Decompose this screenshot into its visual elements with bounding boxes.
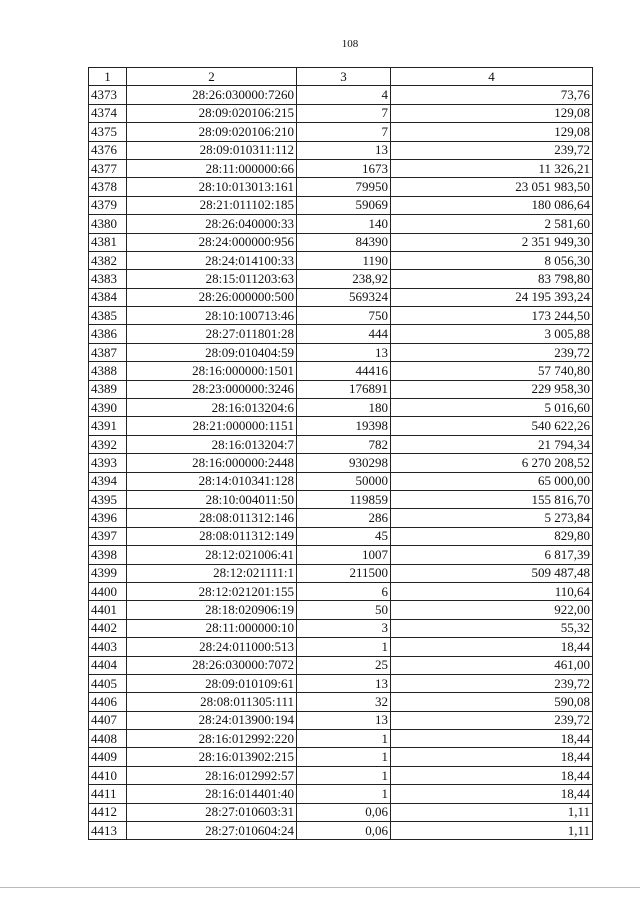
table-row bbox=[89, 564, 593, 582]
cadastral-number-cell: 28:12:021006:41 bbox=[127, 546, 297, 564]
cadastral-number-cell: 28:27:010604:24 bbox=[127, 822, 297, 840]
value-cell: 155 816,70 bbox=[391, 490, 593, 508]
cadastral-number-cell: 28:15:011203:63 bbox=[127, 270, 297, 288]
area-cell: 211500 bbox=[297, 564, 391, 582]
table-row bbox=[89, 803, 593, 821]
table-row bbox=[89, 417, 593, 435]
row-number-cell: 4393 bbox=[89, 454, 127, 472]
row-number-cell: 4406 bbox=[89, 693, 127, 711]
row-number-cell: 4381 bbox=[89, 233, 127, 251]
row-number-cell: 4400 bbox=[89, 582, 127, 600]
row-number-cell: 4401 bbox=[89, 601, 127, 619]
page-bottom-rule bbox=[0, 887, 640, 888]
area-cell: 1 bbox=[297, 766, 391, 784]
data-table bbox=[88, 67, 593, 840]
area-cell: 7 bbox=[297, 104, 391, 122]
value-cell: 509 487,48 bbox=[391, 564, 593, 582]
value-cell: 6 270 208,52 bbox=[391, 454, 593, 472]
row-number-cell: 4411 bbox=[89, 785, 127, 803]
table-body bbox=[89, 86, 593, 840]
cadastral-number-cell: 28:12:021201:155 bbox=[127, 582, 297, 600]
area-cell: 569324 bbox=[297, 288, 391, 306]
cadastral-number-cell: 28:21:011102:185 bbox=[127, 196, 297, 214]
table-row bbox=[89, 619, 593, 637]
area-cell: 140 bbox=[297, 215, 391, 233]
value-cell: 18,44 bbox=[391, 638, 593, 656]
cadastral-number-cell: 28:14:010341:128 bbox=[127, 472, 297, 490]
area-cell: 45 bbox=[297, 527, 391, 545]
value-cell: 540 622,26 bbox=[391, 417, 593, 435]
table-row bbox=[89, 674, 593, 692]
table-row bbox=[89, 748, 593, 766]
row-number-cell: 4389 bbox=[89, 380, 127, 398]
area-cell: 176891 bbox=[297, 380, 391, 398]
cadastral-number-cell: 28:27:011801:28 bbox=[127, 325, 297, 343]
value-cell: 21 794,34 bbox=[391, 435, 593, 453]
value-cell: 129,08 bbox=[391, 104, 593, 122]
table-header-row bbox=[89, 68, 593, 86]
value-cell: 18,44 bbox=[391, 748, 593, 766]
table-row bbox=[89, 196, 593, 214]
row-number-cell: 4399 bbox=[89, 564, 127, 582]
area-cell: 286 bbox=[297, 509, 391, 527]
row-number-cell: 4408 bbox=[89, 730, 127, 748]
area-cell: 13 bbox=[297, 141, 391, 159]
area-cell: 13 bbox=[297, 711, 391, 729]
column-header-1: 1 bbox=[89, 68, 127, 86]
value-cell: 1,11 bbox=[391, 803, 593, 821]
row-number-cell: 4373 bbox=[89, 86, 127, 104]
area-cell: 750 bbox=[297, 307, 391, 325]
area-cell: 1 bbox=[297, 785, 391, 803]
row-number-cell: 4397 bbox=[89, 527, 127, 545]
area-cell: 0,06 bbox=[297, 803, 391, 821]
table-row bbox=[89, 822, 593, 840]
area-cell: 50 bbox=[297, 601, 391, 619]
row-number-cell: 4404 bbox=[89, 656, 127, 674]
row-number-cell: 4375 bbox=[89, 123, 127, 141]
value-cell: 18,44 bbox=[391, 785, 593, 803]
value-cell: 18,44 bbox=[391, 730, 593, 748]
area-cell: 0,06 bbox=[297, 822, 391, 840]
value-cell: 23 051 983,50 bbox=[391, 178, 593, 196]
table-row bbox=[89, 638, 593, 656]
cadastral-number-cell: 28:10:013013:161 bbox=[127, 178, 297, 196]
value-cell: 2 351 949,30 bbox=[391, 233, 593, 251]
area-cell: 44416 bbox=[297, 362, 391, 380]
table-row bbox=[89, 104, 593, 122]
row-number-cell: 4395 bbox=[89, 490, 127, 508]
area-cell: 180 bbox=[297, 399, 391, 417]
cadastral-number-cell: 28:09:010311:112 bbox=[127, 141, 297, 159]
value-cell: 8 056,30 bbox=[391, 251, 593, 269]
row-number-cell: 4398 bbox=[89, 546, 127, 564]
area-cell: 238,92 bbox=[297, 270, 391, 288]
table-row bbox=[89, 251, 593, 269]
cadastral-number-cell: 28:16:000000:1501 bbox=[127, 362, 297, 380]
cadastral-number-cell: 28:24:014100:33 bbox=[127, 251, 297, 269]
area-cell: 3 bbox=[297, 619, 391, 637]
value-cell: 229 958,30 bbox=[391, 380, 593, 398]
table-row bbox=[89, 656, 593, 674]
value-cell: 57 740,80 bbox=[391, 362, 593, 380]
area-cell: 84390 bbox=[297, 233, 391, 251]
value-cell: 2 581,60 bbox=[391, 215, 593, 233]
table-row bbox=[89, 711, 593, 729]
row-number-cell: 4396 bbox=[89, 509, 127, 527]
row-number-cell: 4412 bbox=[89, 803, 127, 821]
column-header-2: 2 bbox=[127, 68, 297, 86]
area-cell: 13 bbox=[297, 343, 391, 361]
cadastral-number-cell: 28:08:011312:149 bbox=[127, 527, 297, 545]
area-cell: 1 bbox=[297, 730, 391, 748]
cadastral-number-cell: 28:16:012992:57 bbox=[127, 766, 297, 784]
row-number-cell: 4377 bbox=[89, 159, 127, 177]
table-row bbox=[89, 527, 593, 545]
cadastral-number-cell: 28:09:010109:61 bbox=[127, 674, 297, 692]
table-row bbox=[89, 141, 593, 159]
row-number-cell: 4374 bbox=[89, 104, 127, 122]
cadastral-number-cell: 28:16:000000:2448 bbox=[127, 454, 297, 472]
row-number-cell: 4407 bbox=[89, 711, 127, 729]
row-number-cell: 4410 bbox=[89, 766, 127, 784]
cadastral-number-cell: 28:10:004011:50 bbox=[127, 490, 297, 508]
cadastral-number-cell: 28:24:013900:194 bbox=[127, 711, 297, 729]
row-number-cell: 4385 bbox=[89, 307, 127, 325]
row-number-cell: 4383 bbox=[89, 270, 127, 288]
cadastral-number-cell: 28:16:013204:7 bbox=[127, 435, 297, 453]
value-cell: 5 016,60 bbox=[391, 399, 593, 417]
table-row bbox=[89, 693, 593, 711]
value-cell: 55,32 bbox=[391, 619, 593, 637]
table-row bbox=[89, 472, 593, 490]
value-cell: 3 005,88 bbox=[391, 325, 593, 343]
area-cell: 25 bbox=[297, 656, 391, 674]
row-number-cell: 4392 bbox=[89, 435, 127, 453]
value-cell: 129,08 bbox=[391, 123, 593, 141]
value-cell: 6 817,39 bbox=[391, 546, 593, 564]
area-cell: 79950 bbox=[297, 178, 391, 196]
table-row bbox=[89, 362, 593, 380]
cadastral-number-cell: 28:18:020906:19 bbox=[127, 601, 297, 619]
cadastral-number-cell: 28:26:030000:7260 bbox=[127, 86, 297, 104]
value-cell: 11 326,21 bbox=[391, 159, 593, 177]
area-cell: 1673 bbox=[297, 159, 391, 177]
row-number-cell: 4409 bbox=[89, 748, 127, 766]
table-row bbox=[89, 454, 593, 472]
value-cell: 239,72 bbox=[391, 141, 593, 159]
value-cell: 461,00 bbox=[391, 656, 593, 674]
cadastral-number-cell: 28:27:010603:31 bbox=[127, 803, 297, 821]
table-row bbox=[89, 490, 593, 508]
table-row bbox=[89, 307, 593, 325]
row-number-cell: 4388 bbox=[89, 362, 127, 380]
value-cell: 24 195 393,24 bbox=[391, 288, 593, 306]
value-cell: 5 273,84 bbox=[391, 509, 593, 527]
cadastral-number-cell: 28:16:012992:220 bbox=[127, 730, 297, 748]
value-cell: 73,76 bbox=[391, 86, 593, 104]
area-cell: 32 bbox=[297, 693, 391, 711]
value-cell: 18,44 bbox=[391, 766, 593, 784]
cadastral-number-cell: 28:11:000000:66 bbox=[127, 159, 297, 177]
area-cell: 1190 bbox=[297, 251, 391, 269]
table-row bbox=[89, 601, 593, 619]
table-row bbox=[89, 86, 593, 104]
row-number-cell: 4386 bbox=[89, 325, 127, 343]
table-row bbox=[89, 435, 593, 453]
cadastral-number-cell: 28:26:030000:7072 bbox=[127, 656, 297, 674]
row-number-cell: 4376 bbox=[89, 141, 127, 159]
cadastral-number-cell: 28:08:011312:146 bbox=[127, 509, 297, 527]
value-cell: 239,72 bbox=[391, 343, 593, 361]
row-number-cell: 4413 bbox=[89, 822, 127, 840]
value-cell: 239,72 bbox=[391, 674, 593, 692]
cadastral-number-cell: 28:09:010404:59 bbox=[127, 343, 297, 361]
row-number-cell: 4390 bbox=[89, 399, 127, 417]
cadastral-number-cell: 28:10:100713:46 bbox=[127, 307, 297, 325]
table-row bbox=[89, 582, 593, 600]
area-cell: 119859 bbox=[297, 490, 391, 508]
value-cell: 173 244,50 bbox=[391, 307, 593, 325]
value-cell: 922,00 bbox=[391, 601, 593, 619]
cadastral-number-cell: 28:21:000000:1151 bbox=[127, 417, 297, 435]
area-cell: 59069 bbox=[297, 196, 391, 214]
row-number-cell: 4384 bbox=[89, 288, 127, 306]
cadastral-number-cell: 28:26:000000:500 bbox=[127, 288, 297, 306]
table-row bbox=[89, 509, 593, 527]
area-cell: 50000 bbox=[297, 472, 391, 490]
value-cell: 829,80 bbox=[391, 527, 593, 545]
cadastral-number-cell: 28:09:020106:210 bbox=[127, 123, 297, 141]
area-cell: 444 bbox=[297, 325, 391, 343]
table-row bbox=[89, 325, 593, 343]
cadastral-number-cell: 28:24:000000:956 bbox=[127, 233, 297, 251]
area-cell: 1 bbox=[297, 638, 391, 656]
cadastral-number-cell: 28:26:040000:33 bbox=[127, 215, 297, 233]
row-number-cell: 4405 bbox=[89, 674, 127, 692]
cadastral-number-cell: 28:08:011305:111 bbox=[127, 693, 297, 711]
row-number-cell: 4378 bbox=[89, 178, 127, 196]
table-row bbox=[89, 233, 593, 251]
row-number-cell: 4382 bbox=[89, 251, 127, 269]
row-number-cell: 4402 bbox=[89, 619, 127, 637]
value-cell: 65 000,00 bbox=[391, 472, 593, 490]
row-number-cell: 4387 bbox=[89, 343, 127, 361]
area-cell: 6 bbox=[297, 582, 391, 600]
area-cell: 19398 bbox=[297, 417, 391, 435]
table-row bbox=[89, 270, 593, 288]
value-cell: 590,08 bbox=[391, 693, 593, 711]
table-row bbox=[89, 730, 593, 748]
cadastral-number-cell: 28:12:021111:1 bbox=[127, 564, 297, 582]
table-row bbox=[89, 288, 593, 306]
row-number-cell: 4391 bbox=[89, 417, 127, 435]
table-row bbox=[89, 343, 593, 361]
cadastral-number-cell: 28:24:011000:513 bbox=[127, 638, 297, 656]
cadastral-number-cell: 28:09:020106:215 bbox=[127, 104, 297, 122]
table-row bbox=[89, 215, 593, 233]
cadastral-number-cell: 28:16:013902:215 bbox=[127, 748, 297, 766]
value-cell: 110,64 bbox=[391, 582, 593, 600]
area-cell: 13 bbox=[297, 674, 391, 692]
cadastral-number-cell: 28:11:000000:10 bbox=[127, 619, 297, 637]
area-cell: 782 bbox=[297, 435, 391, 453]
row-number-cell: 4394 bbox=[89, 472, 127, 490]
table-row bbox=[89, 399, 593, 417]
table-row bbox=[89, 178, 593, 196]
area-cell: 1 bbox=[297, 748, 391, 766]
column-header-3: 3 bbox=[297, 68, 391, 86]
area-cell: 930298 bbox=[297, 454, 391, 472]
table-row bbox=[89, 546, 593, 564]
value-cell: 1,11 bbox=[391, 822, 593, 840]
cadastral-number-cell: 28:16:013204:6 bbox=[127, 399, 297, 417]
row-number-cell: 4379 bbox=[89, 196, 127, 214]
column-header-4: 4 bbox=[391, 68, 593, 86]
area-cell: 4 bbox=[297, 86, 391, 104]
cadastral-number-cell: 28:16:014401:40 bbox=[127, 785, 297, 803]
row-number-cell: 4380 bbox=[89, 215, 127, 233]
table-row bbox=[89, 380, 593, 398]
row-number-cell: 4403 bbox=[89, 638, 127, 656]
cadastral-number-cell: 28:23:000000:3246 bbox=[127, 380, 297, 398]
value-cell: 239,72 bbox=[391, 711, 593, 729]
value-cell: 83 798,80 bbox=[391, 270, 593, 288]
table-row bbox=[89, 766, 593, 784]
page-number: 108 bbox=[341, 38, 359, 50]
table-row bbox=[89, 159, 593, 177]
table-row bbox=[89, 785, 593, 803]
value-cell: 180 086,64 bbox=[391, 196, 593, 214]
area-cell: 7 bbox=[297, 123, 391, 141]
area-cell: 1007 bbox=[297, 546, 391, 564]
table-row bbox=[89, 123, 593, 141]
